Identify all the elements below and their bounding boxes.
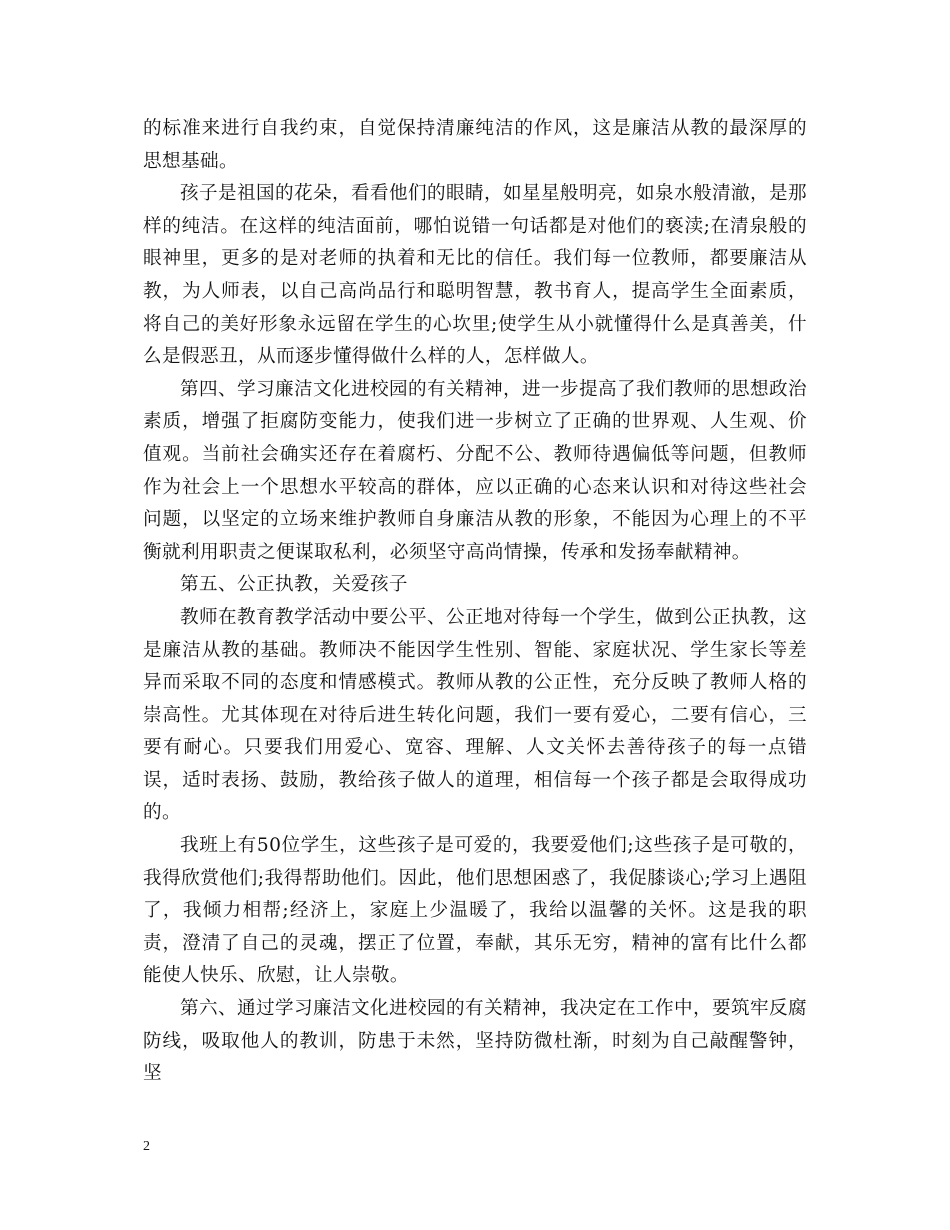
paragraph-fair-teaching: 教师在教育教学活动中要公平、公正地对待每一个学生，做到公正执教，这是廉洁从教的基础。教师决不能因学生性别、智能、家庭状况、学生家长等差异而采取不同的态度和情感模式。教师从教的公正性，充分反映了教师人格的崇高性。尤其体现在对待后进生转化问题，我们一要有爱心，二要有信心，三要有耐心。只要我们用爱心、宽容、理解、人文关怀去善待孩子的每一点错误，适时表扬、鼓励，教给孩子做人的道理，相信每一个孩子都是会取得成功的。	[143, 606, 807, 824]
paragraph-continuation: 的标准来进行自我约束，自觉保持清廉纯洁的作风，这是廉洁从教的最深厚的思想基础。	[143, 118, 807, 172]
paragraph-children: 孩子是祖国的花朵，看看他们的眼睛，如星星般明亮，如泉水般清澈，是那样的纯洁。在这样的纯洁面前，哪怕说错一句话都是对他们的亵渎;在清泉般的眼神里，更多的是对老师的执着和无比的信任。我们每一位教师，都要廉洁从教，为人师表，以自己高尚品行和聪明智慧，教书育人，提高学生全面素质，将自己的美好形象永远留在学生的心坎里;使学生从小就懂得什么是真善美，什么是假恶丑，从而逐步懂得做什么样的人，怎样做人。	[143, 183, 807, 368]
page-number: 2	[143, 1139, 150, 1154]
document-body	[143, 113, 807, 1091]
section-heading-point-five: 第五、公正执教，关爱孩子	[180, 574, 408, 596]
paragraph-my-class: 我班上有50位学生，这些孩子是可爱的，我要爱他们;这些孩子是可敬的，我得欣赏他们;我得帮助他们。因此，他们思想困惑了，我促膝谈心;学习上遇阻了，我倾力相帮;经济上，家庭上少温暖了，我给以温馨的关怀。这是我的职责，澄清了自己的灵魂，摆正了位置，奉献，其乐无穷，精神的富有比什么都能使人快乐、欣慰，让人崇敬。	[143, 835, 807, 987]
paragraph-point-six: 第六、通过学习廉洁文化进校园的有关精神，我决定在工作中，要筑牢反腐防线，吸取他人的教训，防患于未然，坚持防微杜渐，时刻为自己敲醒警钟，坚	[143, 998, 807, 1085]
paragraph-point-four: 第四、学习廉洁文化进校园的有关精神，进一步提高了我们教师的思想政治素质，增强了拒腐防变能力，使我们进一步树立了正确的世界观、人生观、价值观。当前社会确实还存在着腐朽、分配不公、教师待遇偏低等问题，但教师作为社会上一个思想水平较高的群体，应以正确的心态来认识和对待这些社会问题，以坚定的立场来维护教师自身廉洁从教的形象，不能因为心理上的不平衡就利用职责之便谋取私利，必须坚守高尚情操，传承和发扬奉献精神。	[143, 378, 807, 563]
